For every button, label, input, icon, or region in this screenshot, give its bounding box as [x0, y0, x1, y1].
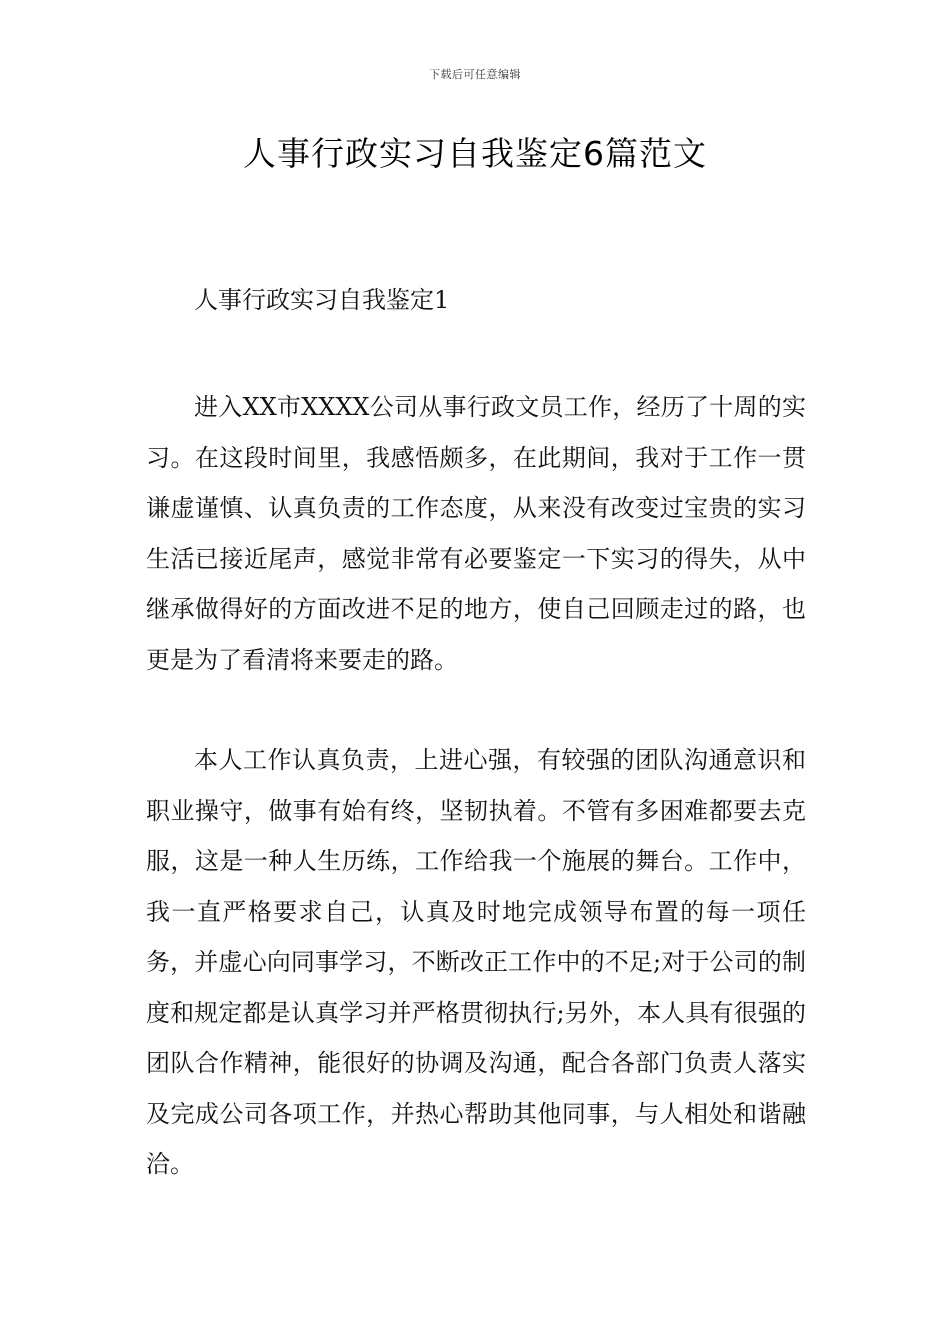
document-body	[146, 282, 806, 1240]
section-heading: 人事行政实习自我鉴定1	[194, 286, 450, 314]
header-note: 下载后可任意编辑	[429, 68, 521, 81]
document-title: 人事行政实习自我鉴定6篇范文	[243, 134, 707, 173]
paragraph-2: 本人工作认真负责，上进心强，有较强的团队沟通意识和职业操守，做事有始有终，坚韧执着。不管有多困难都要去克服，这是一种人生历练，工作给我一个施展的舞台。工作中，我一直严格要求自己，认真及时地完成领导布置的每一项任务，并虚心向同事学习，不断改正工作中的不足;对于公司的制度和规定都是认真学习并严格贯彻执行;另外，本人具有很强的团队合作精神，能很好的协调及沟通，配合各部门负责人落实及完成公司各项工作，并热心帮助其他同事，与人相处和谐融洽。	[146, 746, 806, 1178]
paragraph-1: 进入XX市XXXX公司从事行政文员工作，经历了十周的实习。在这段时间里，我感悟颇多，在此期间，我对于工作一贯谦虚谨慎、认真负责的工作态度，从来没有改变过宝贵的实习生活已接近尾声，感觉非常有必要鉴定一下实习的得失，从中继承做得好的方面改进不足的地方，使自己回顾走过的路，也更是为了看清将来要走的路。	[146, 393, 806, 674]
